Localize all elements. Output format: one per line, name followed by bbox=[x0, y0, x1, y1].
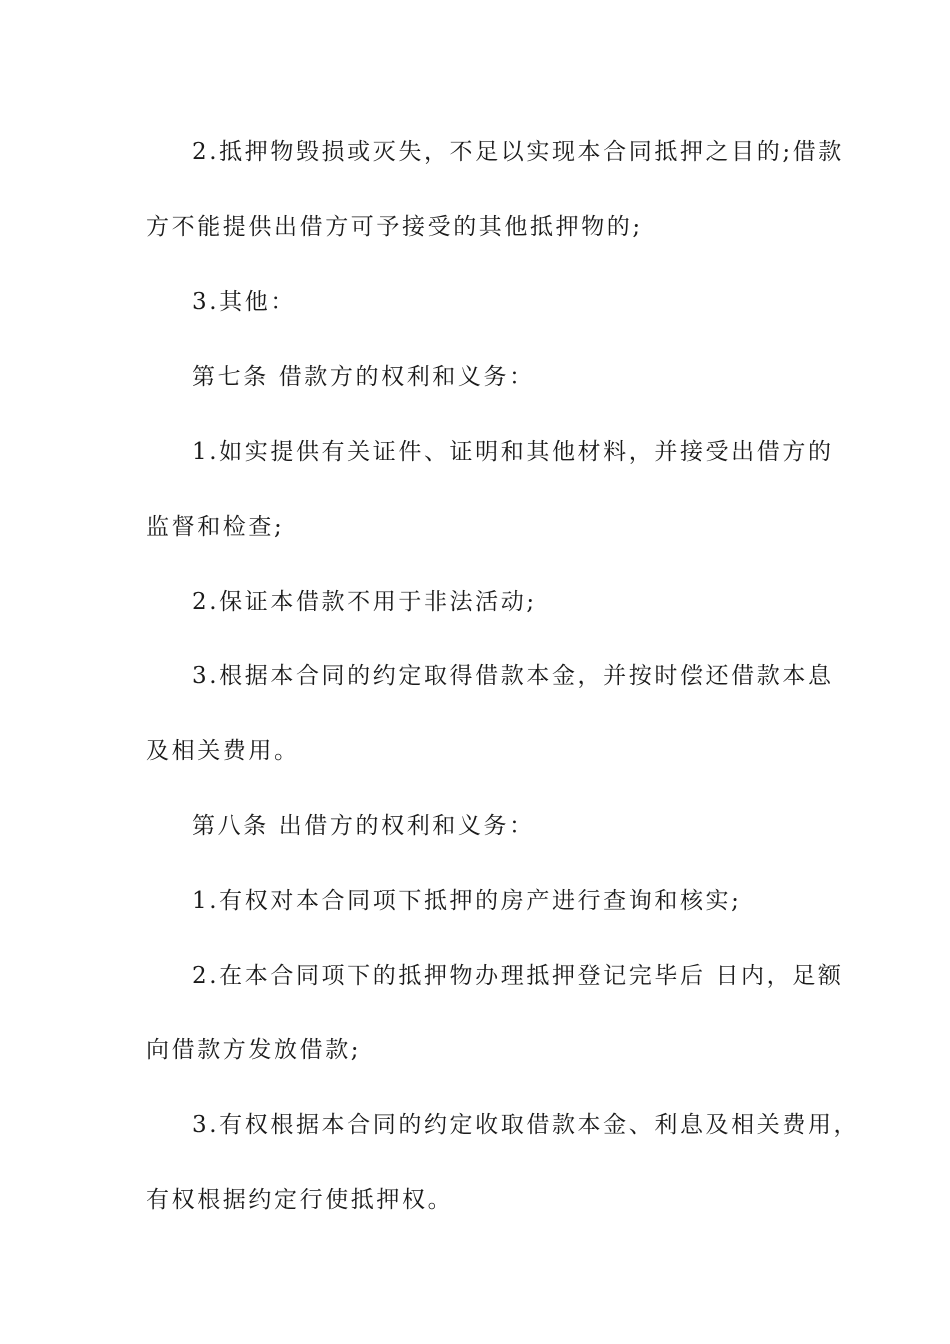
article-7-item-2: 2.保证本借款不用于非法活动; bbox=[192, 589, 537, 615]
article-7-item-1-line-2: 监督和检查; bbox=[146, 514, 285, 540]
clause-6-item-2-line-1: 2.抵押物毁损或灭失，不足以实现本合同抵押之目的;借款 bbox=[192, 139, 844, 165]
article-7-item-3-line-2: 及相关费用。 bbox=[146, 738, 300, 764]
article-7-item-1-line-1: 1.如实提供有关证件、证明和其他材料，并接受出借方的 bbox=[192, 439, 834, 465]
article-8-item-1: 1.有权对本合同项下抵押的房产进行查询和核实; bbox=[192, 888, 742, 914]
article-8-heading: 第八条 出借方的权利和义务： bbox=[192, 813, 535, 839]
article-8-item-2-line-1: 2.在本合同项下的抵押物办理抵押登记完毕后 日内，足额 bbox=[192, 963, 844, 989]
article-7-heading: 第七条 借款方的权利和义务： bbox=[192, 364, 535, 390]
article-7-item-3-line-1: 3.根据本合同的约定取得借款本金，并按时偿还借款本息 bbox=[192, 663, 834, 689]
article-8-item-3-line-2: 有权根据约定行使抵押权。 bbox=[146, 1187, 454, 1213]
clause-6-item-2-line-2: 方不能提供出借方可予接受的其他抵押物的; bbox=[146, 214, 643, 240]
article-8-item-3-line-1: 3.有权根据本合同的约定收取借款本金、利息及相关费用， bbox=[192, 1112, 860, 1138]
article-8-item-2-line-2: 向借款方发放借款; bbox=[146, 1037, 362, 1063]
clause-6-item-3: 3.其他： bbox=[192, 289, 296, 315]
